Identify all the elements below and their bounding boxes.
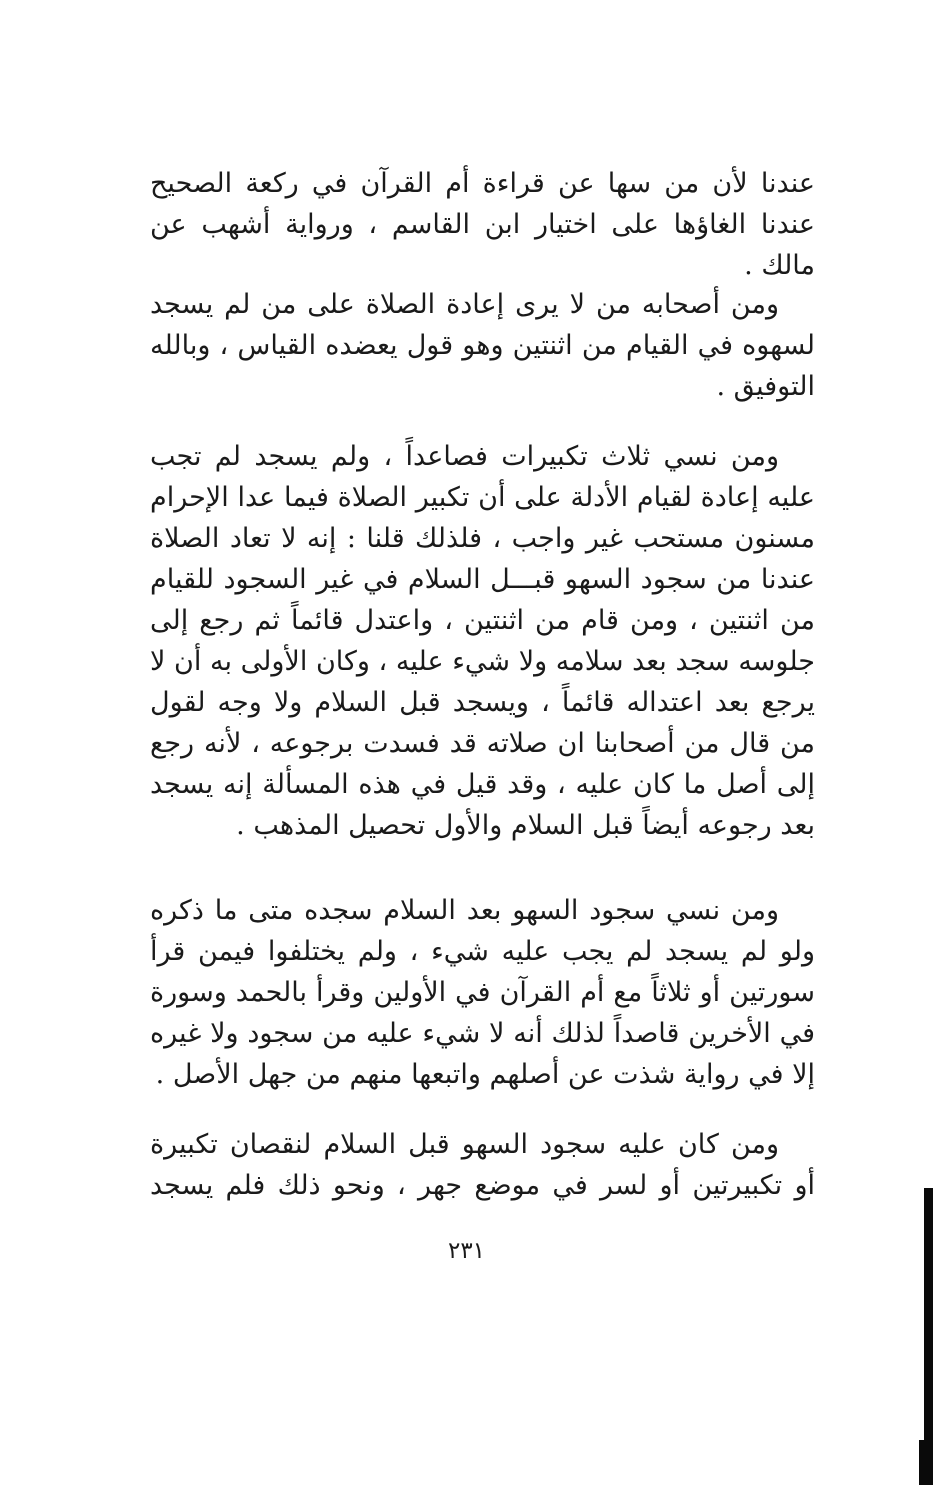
page-number: ٢٣١ (447, 1238, 486, 1264)
paragraph-2: ومن أصحابه من لا يرى إعادة الصلاة على من لم يسجد لسهوه في القيام من اثنتين وهو قول يعضده القياس ، وبالله التوفيق . (150, 289, 815, 402)
page-binding-edge (924, 1188, 933, 1485)
paragraph-4: ومن نسي سجود السهو بعد السلام سجده متى ما ذكره ولو لم يسجد لم يجب عليه شيء ، ولم يختلفوا فيمن قرأ سورتين أو ثلاثاً مع أم القرآن في الأولين وقرأ بالحمد وسورة في الأخرين قاصداً لذلك أنه لا شيء عليه من سجود ولا غيره إلا في رواية شذت عن أصلهم واتبعها منهم من جهل الأصل . (150, 895, 815, 1090)
page-binding-edge-shadow (919, 1440, 924, 1485)
paragraph-1: عندنا لأن من سها عن قراءة أم القرآن في ركعة الصحيح عندنا الغاؤها على اختيار ابن القاسم ، ورواية أشهب عن مالك . (150, 168, 815, 281)
paragraph-3: ومن نسي ثلاث تكبيرات فصاعداً ، ولم يسجد لم تجب عليه إعادة لقيام الأدلة على أن تكبير الصلاة فيما عدا الإحرام مسنون مستحب غير واجب ، فلذلك قلنا : إنه لا تعاد الصلاة عندنا من سجود السهو قبـــل السلام في غير السجود للقيام من اثنتين ، ومن قام من اثنتين ، واعتدل قائماً ثم رجع إلى جلوسه سجد بعد سلامه ولا شيء عليه ، وكان الأولى به أن لا يرجع بعد اعتداله قائماً ، ويسجد قبل السلام ولا وجه لقول من قال من أصحابنا ان صلاته قد فسدت برجوعه ، لأنه رجع إلى أصل ما كان عليه ، وقد قيل في هذه المسألة إنه يسجد بعد رجوعه أيضاً قبل السلام والأول تحصيل المذهب . (150, 441, 815, 841)
paragraph-5: ومن كان عليه سجود السهو قبل السلام لنقصان تكبيرة أو تكبيرتين أو لسر في موضع جهر ، ونحو ذلك فلم يسجد (150, 1129, 815, 1201)
